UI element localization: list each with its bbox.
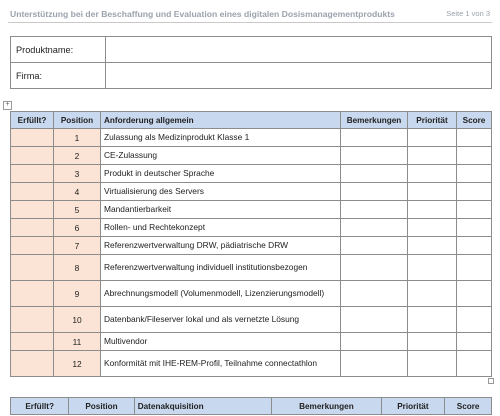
fulfilled-cell[interactable] (11, 147, 54, 165)
requirement-cell[interactable]: Mandantierbarkeit (101, 201, 341, 219)
col-header-score: Score (457, 112, 492, 129)
table-row (11, 351, 492, 377)
table-row (11, 333, 492, 351)
fulfilled-cell[interactable] (11, 183, 54, 201)
score-cell[interactable] (457, 201, 492, 219)
requirement-cell[interactable]: Rollen- und Rechtekonzept (101, 219, 341, 237)
priority-cell[interactable] (408, 165, 457, 183)
priority-cell[interactable] (408, 255, 457, 281)
table-row (11, 129, 492, 147)
col-header-priority: Priorität (408, 112, 457, 129)
fulfilled-cell[interactable] (11, 307, 54, 333)
requirement-cell[interactable]: Referenzwertverwaltung individuell institutionsbezogen (101, 255, 341, 281)
remarks-cell[interactable] (341, 129, 408, 147)
remarks-cell[interactable] (341, 183, 408, 201)
position-cell: 3 (54, 165, 101, 183)
position-cell: 1 (54, 129, 101, 147)
remarks-cell[interactable] (341, 281, 408, 307)
table-row (11, 307, 492, 333)
table-row (11, 183, 492, 201)
table-row (11, 281, 492, 307)
table-row (11, 237, 492, 255)
product-name-field[interactable] (106, 37, 492, 63)
requirement-cell[interactable]: Zulassung als Medizinprodukt Klasse 1 (101, 129, 341, 147)
col-header-requirement: Anforderung allgemein (101, 112, 341, 129)
requirement-cell[interactable]: Konformität mit IHE-REM-Profil, Teilnahme connectathlon (101, 351, 341, 377)
page-header (10, 6, 490, 20)
requirement-cell[interactable]: Virtualisierung des Servers (101, 183, 341, 201)
fulfilled-cell[interactable] (11, 201, 54, 219)
fulfilled-cell[interactable] (11, 255, 54, 281)
priority-cell[interactable] (408, 307, 457, 333)
remarks-cell[interactable] (341, 237, 408, 255)
remarks-cell[interactable] (341, 307, 408, 333)
requirement-cell[interactable]: Multivendor (101, 333, 341, 351)
table-row (11, 147, 492, 165)
score-cell[interactable] (457, 129, 492, 147)
remarks-cell[interactable] (341, 219, 408, 237)
score-cell[interactable] (457, 165, 492, 183)
table-row (11, 219, 492, 237)
position-cell: 5 (54, 201, 101, 219)
fulfilled-cell[interactable] (11, 237, 54, 255)
position-cell: 12 (54, 351, 101, 377)
company-field[interactable] (106, 63, 492, 89)
priority-cell[interactable] (408, 201, 457, 219)
score-cell[interactable] (457, 219, 492, 237)
col-header-score: Score (445, 398, 492, 415)
header-rule (8, 22, 492, 23)
company-label: Firma: (11, 63, 106, 89)
col-header-remarks: Bemerkungen (272, 398, 381, 415)
product-info-table (10, 36, 492, 89)
col-header-position: Position (69, 398, 134, 415)
fulfilled-cell[interactable] (11, 351, 54, 377)
col-header-data-acquisition: Datenakquisition (134, 398, 272, 415)
table-row (11, 201, 492, 219)
score-cell[interactable] (457, 183, 492, 201)
remarks-cell[interactable] (341, 333, 408, 351)
requirement-cell[interactable]: Datenbank/Fileserver lokal und als vernetzte Lösung (101, 307, 341, 333)
page-number: Seite 1 von 3 (446, 9, 490, 18)
position-cell: 2 (54, 147, 101, 165)
fulfilled-cell[interactable] (11, 281, 54, 307)
score-cell[interactable] (457, 147, 492, 165)
score-cell[interactable] (457, 333, 492, 351)
position-cell: 7 (54, 237, 101, 255)
priority-cell[interactable] (408, 129, 457, 147)
priority-cell[interactable] (408, 351, 457, 377)
requirement-cell[interactable]: Produkt in deutscher Sprache (101, 165, 341, 183)
score-cell[interactable] (457, 351, 492, 377)
position-cell: 10 (54, 307, 101, 333)
col-header-fulfilled: Erfüllt? (11, 398, 69, 415)
priority-cell[interactable] (408, 281, 457, 307)
fulfilled-cell[interactable] (11, 219, 54, 237)
remarks-cell[interactable] (341, 255, 408, 281)
requirement-cell[interactable]: Abrechnungsmodell (Volumenmodell, Lizenzierungsmodell) (101, 281, 341, 307)
requirement-cell[interactable]: Referenzwertverwaltung DRW, pädiatrische DRW (101, 237, 341, 255)
remarks-cell[interactable] (341, 201, 408, 219)
fulfilled-cell[interactable] (11, 165, 54, 183)
remarks-cell[interactable] (341, 165, 408, 183)
score-cell[interactable] (457, 237, 492, 255)
table-resize-handle-icon[interactable] (488, 378, 494, 384)
score-cell[interactable] (457, 307, 492, 333)
priority-cell[interactable] (408, 333, 457, 351)
col-header-fulfilled: Erfüllt? (11, 112, 54, 129)
position-cell: 8 (54, 255, 101, 281)
priority-cell[interactable] (408, 147, 457, 165)
priority-cell[interactable] (408, 219, 457, 237)
position-cell: 11 (54, 333, 101, 351)
requirements-general-table (10, 111, 492, 377)
priority-cell[interactable] (408, 237, 457, 255)
product-name-label: Produktname: (11, 37, 106, 63)
position-cell: 4 (54, 183, 101, 201)
score-cell[interactable] (457, 255, 492, 281)
col-header-priority: Priorität (381, 398, 445, 415)
score-cell[interactable] (457, 281, 492, 307)
remarks-cell[interactable] (341, 147, 408, 165)
position-cell: 9 (54, 281, 101, 307)
position-cell: 6 (54, 219, 101, 237)
data-acquisition-table (10, 397, 492, 415)
document-title: Unterstützung bei der Beschaffung und Evaluation eines digitalen Dosismanagementprodukts (10, 9, 395, 19)
requirement-cell[interactable]: CE-Zulassung (101, 147, 341, 165)
col-header-position: Position (54, 112, 101, 129)
col-header-remarks: Bemerkungen (341, 112, 408, 129)
fulfilled-cell[interactable] (11, 129, 54, 147)
table-row (11, 165, 492, 183)
fulfilled-cell[interactable] (11, 333, 54, 351)
table-row (11, 255, 492, 281)
priority-cell[interactable] (408, 183, 457, 201)
table-move-handle-icon[interactable]: + (3, 101, 12, 110)
remarks-cell[interactable] (341, 351, 408, 377)
